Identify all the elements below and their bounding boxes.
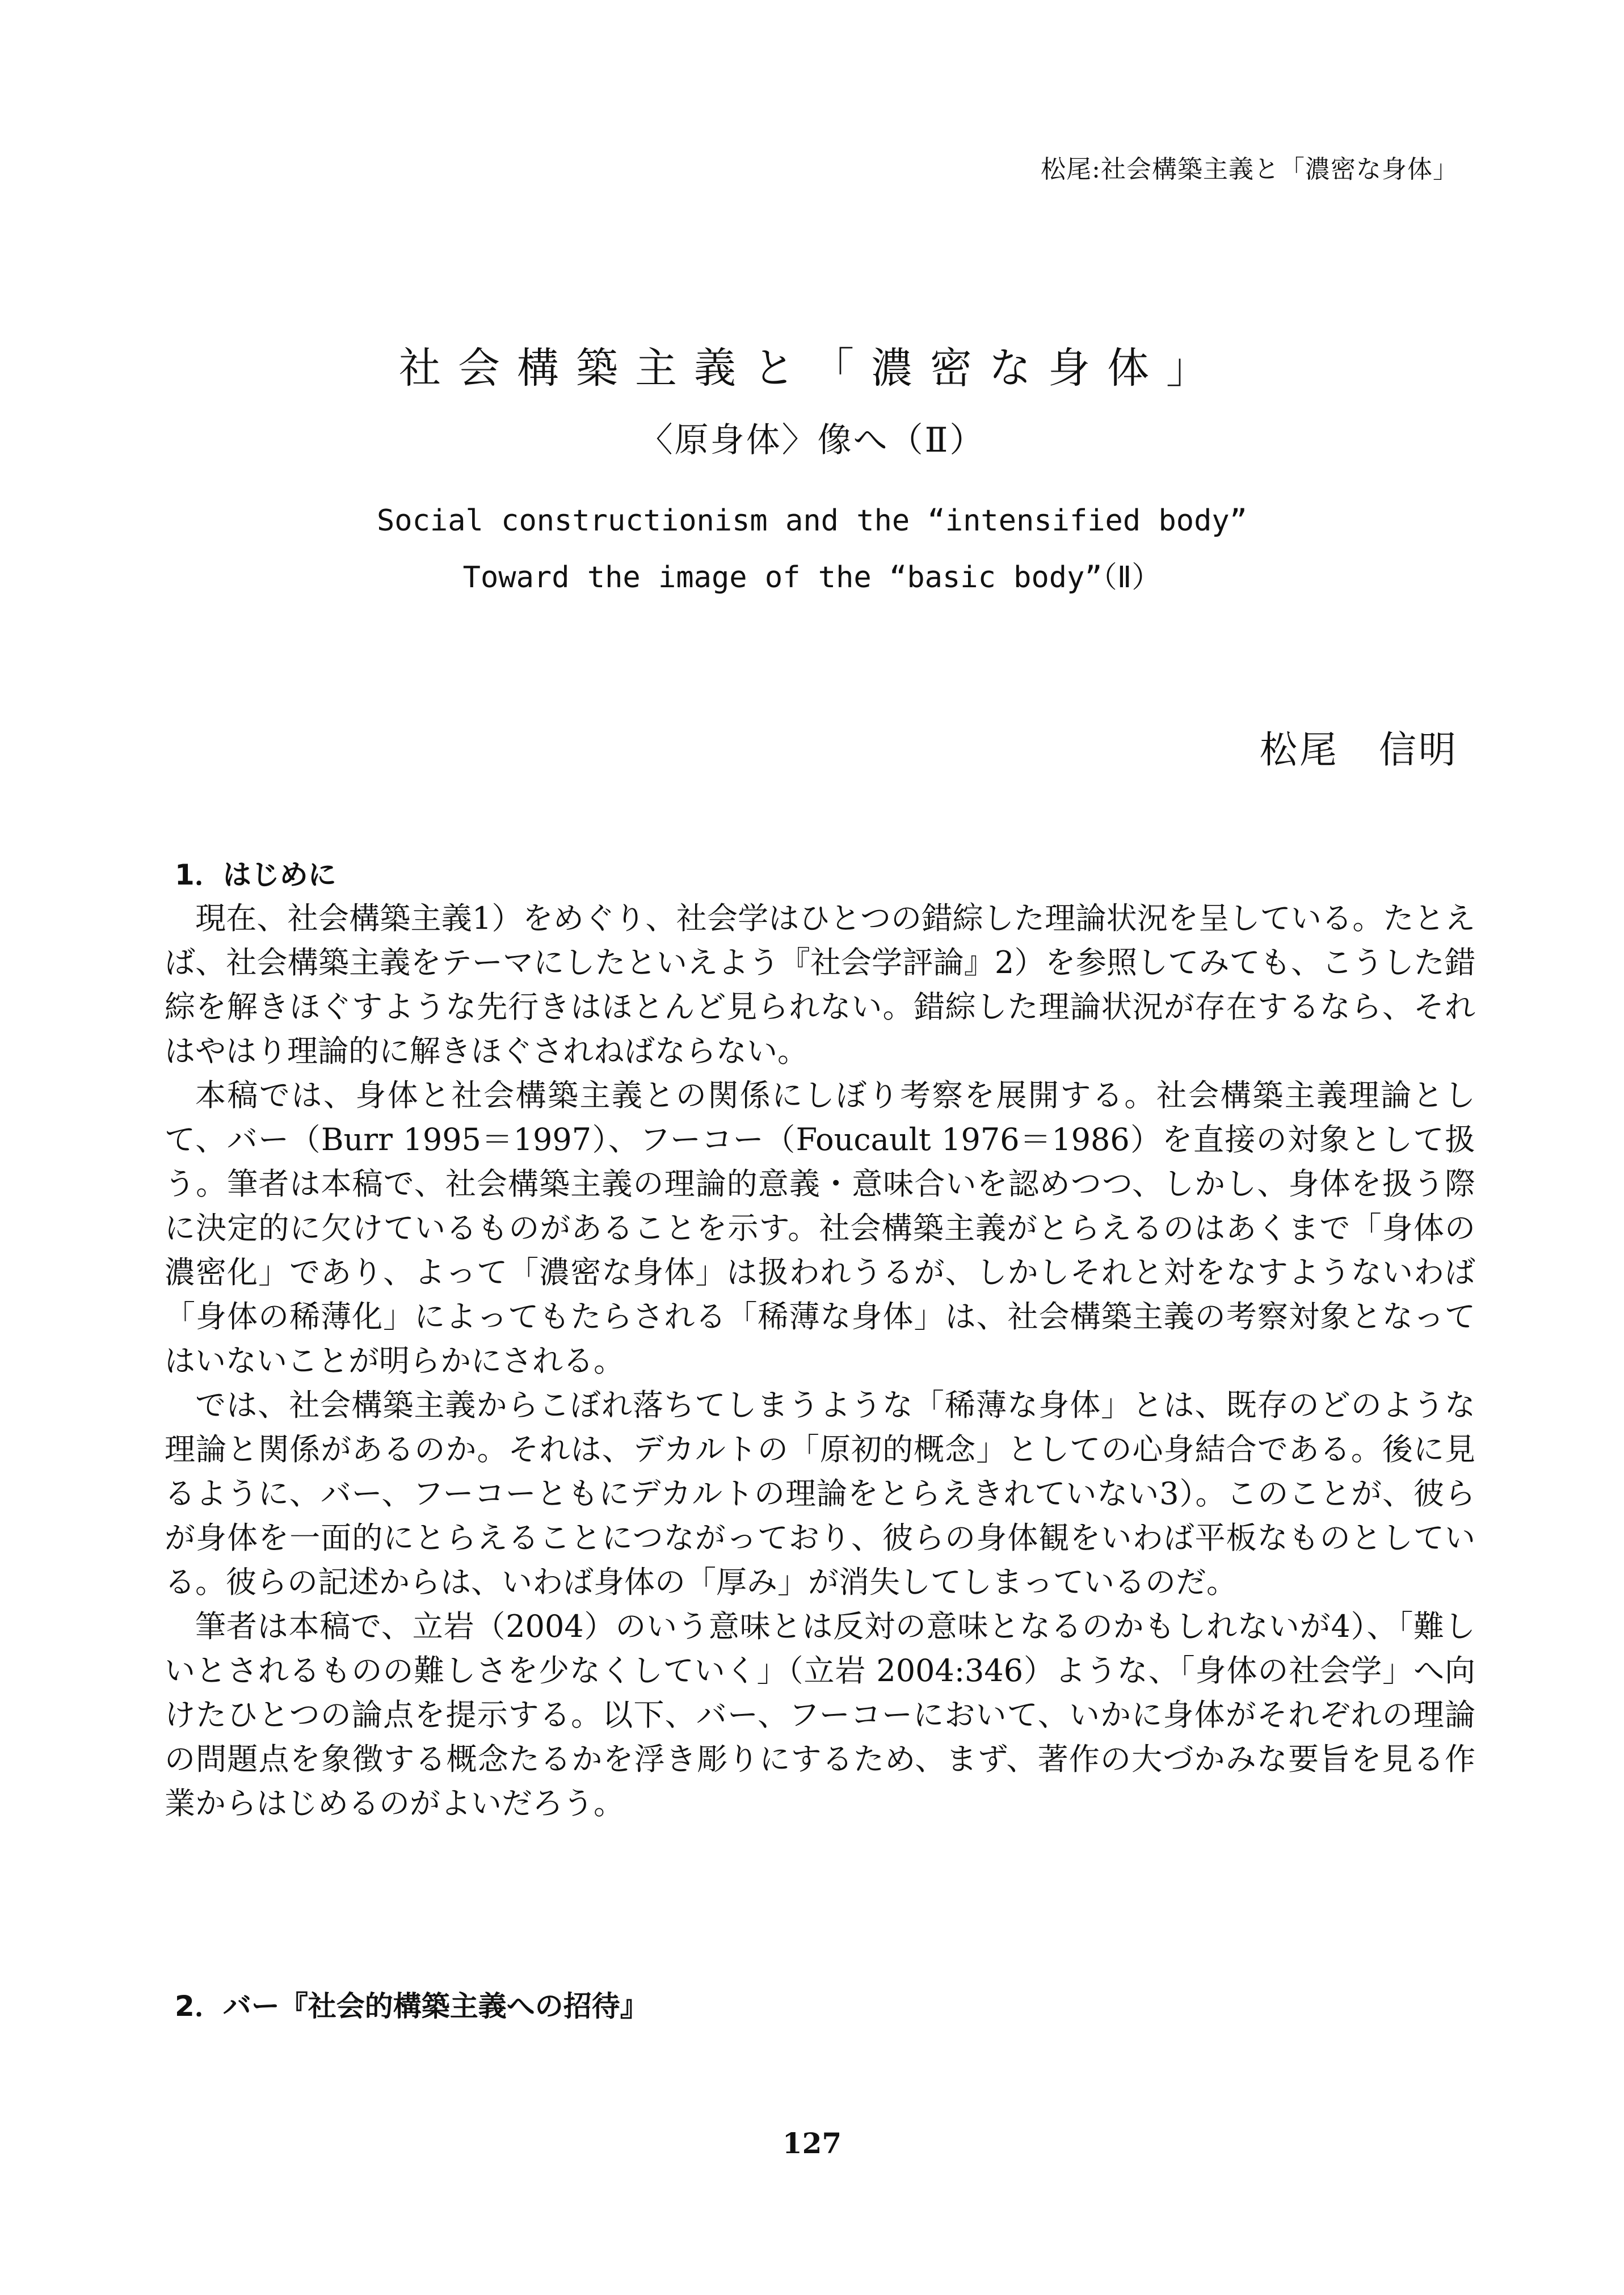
- author-name: 松尾 信明: [1260, 728, 1458, 772]
- title-english-line2: Toward the image of the “basic body”（Ⅱ）: [462, 561, 1162, 595]
- section-heading-introduction: 1．はじめに: [175, 858, 336, 891]
- page-number: 127: [782, 2126, 842, 2160]
- subtitle-japanese: 〈原身体〉像へ（Ⅱ）: [638, 420, 986, 460]
- body-text: [165, 896, 1475, 1826]
- paragraph-1: 現在、社会構築主義1）をめぐり、社会学はひとつの錯綜した理論状況を呈している。たとえば、社会構築主義をテーマにしたといえよう『社会学評論』2）を参照してみても、こうした錯綜を解きほぐすような先行きはほとんど見られない。錯綜した理論状況が存在するなら、それはやはり理論的に解きほぐされねばならない。: [165, 900, 1475, 1069]
- running-header: 松尾:社会構築主義と「濃密な身体」: [1041, 155, 1458, 184]
- paragraph-2: 本稿では、身体と社会構築主義との関係にしぼり考察を展開する。社会構築主義理論として、バー（Burr 1995＝1997）、フーコー（Foucault 1976＝1986）を直接の対象として扱う。筆者は本稿で、社会構築主義の理論的意義・意味合いを認めつつ、しかし、身体を扱う際に決定的に欠けているものがあることを示す。社会構築主義がとらえるのはあくまで「身体の濃密化」であり、よって「濃密な身体」は扱われうるが、しかしそれと対をなすようないわば「身体の稀薄化」によってもたらされる「稀薄な身体」は、社会構築主義の考察対象となってはいないことが明らかにされる。: [165, 1077, 1475, 1379]
- paragraph-3: では、社会構築主義からこぼれ落ちてしまうような「稀薄な身体」とは、既存のどのような理論と関係があるのか。それは、デカルトの「原初的概念」としての心身結合である。後に見るように、バー、フーコーともにデカルトの理論をとらえきれていない3）。このことが、彼らが身体を一面的にとらえることにつながっており、彼らの身体観をいわば平板なものとしている。彼らの記述からは、いわば身体の「厚み」が消失してしまっているのだ。: [165, 1387, 1475, 1600]
- title-english-line1: Social constructionism and the “intensified body”: [376, 504, 1248, 538]
- paragraph-4: 筆者は本稿で、立岩（2004）のいう意味とは反対の意味となるのかもしれないが4）、「難しいとされるものの難しさを少なくしていく」（立岩 2004:346）ような、「身体の社会学」へ向けたひとつの論点を提示する。以下、バー、フーコーにおいて、いかに身体がそれぞれの理論の問題点を象徴する概念たるかを浮き彫りにするため、まず、著作の大づかみな要旨を見る作業からはじめるのがよいだろう。: [165, 1608, 1475, 1821]
- title-japanese: 社会構築主義と「濃密な身体」: [399, 344, 1225, 393]
- section-heading-burr: 2．バー『社会的構築主義への招待』: [175, 1990, 649, 2023]
